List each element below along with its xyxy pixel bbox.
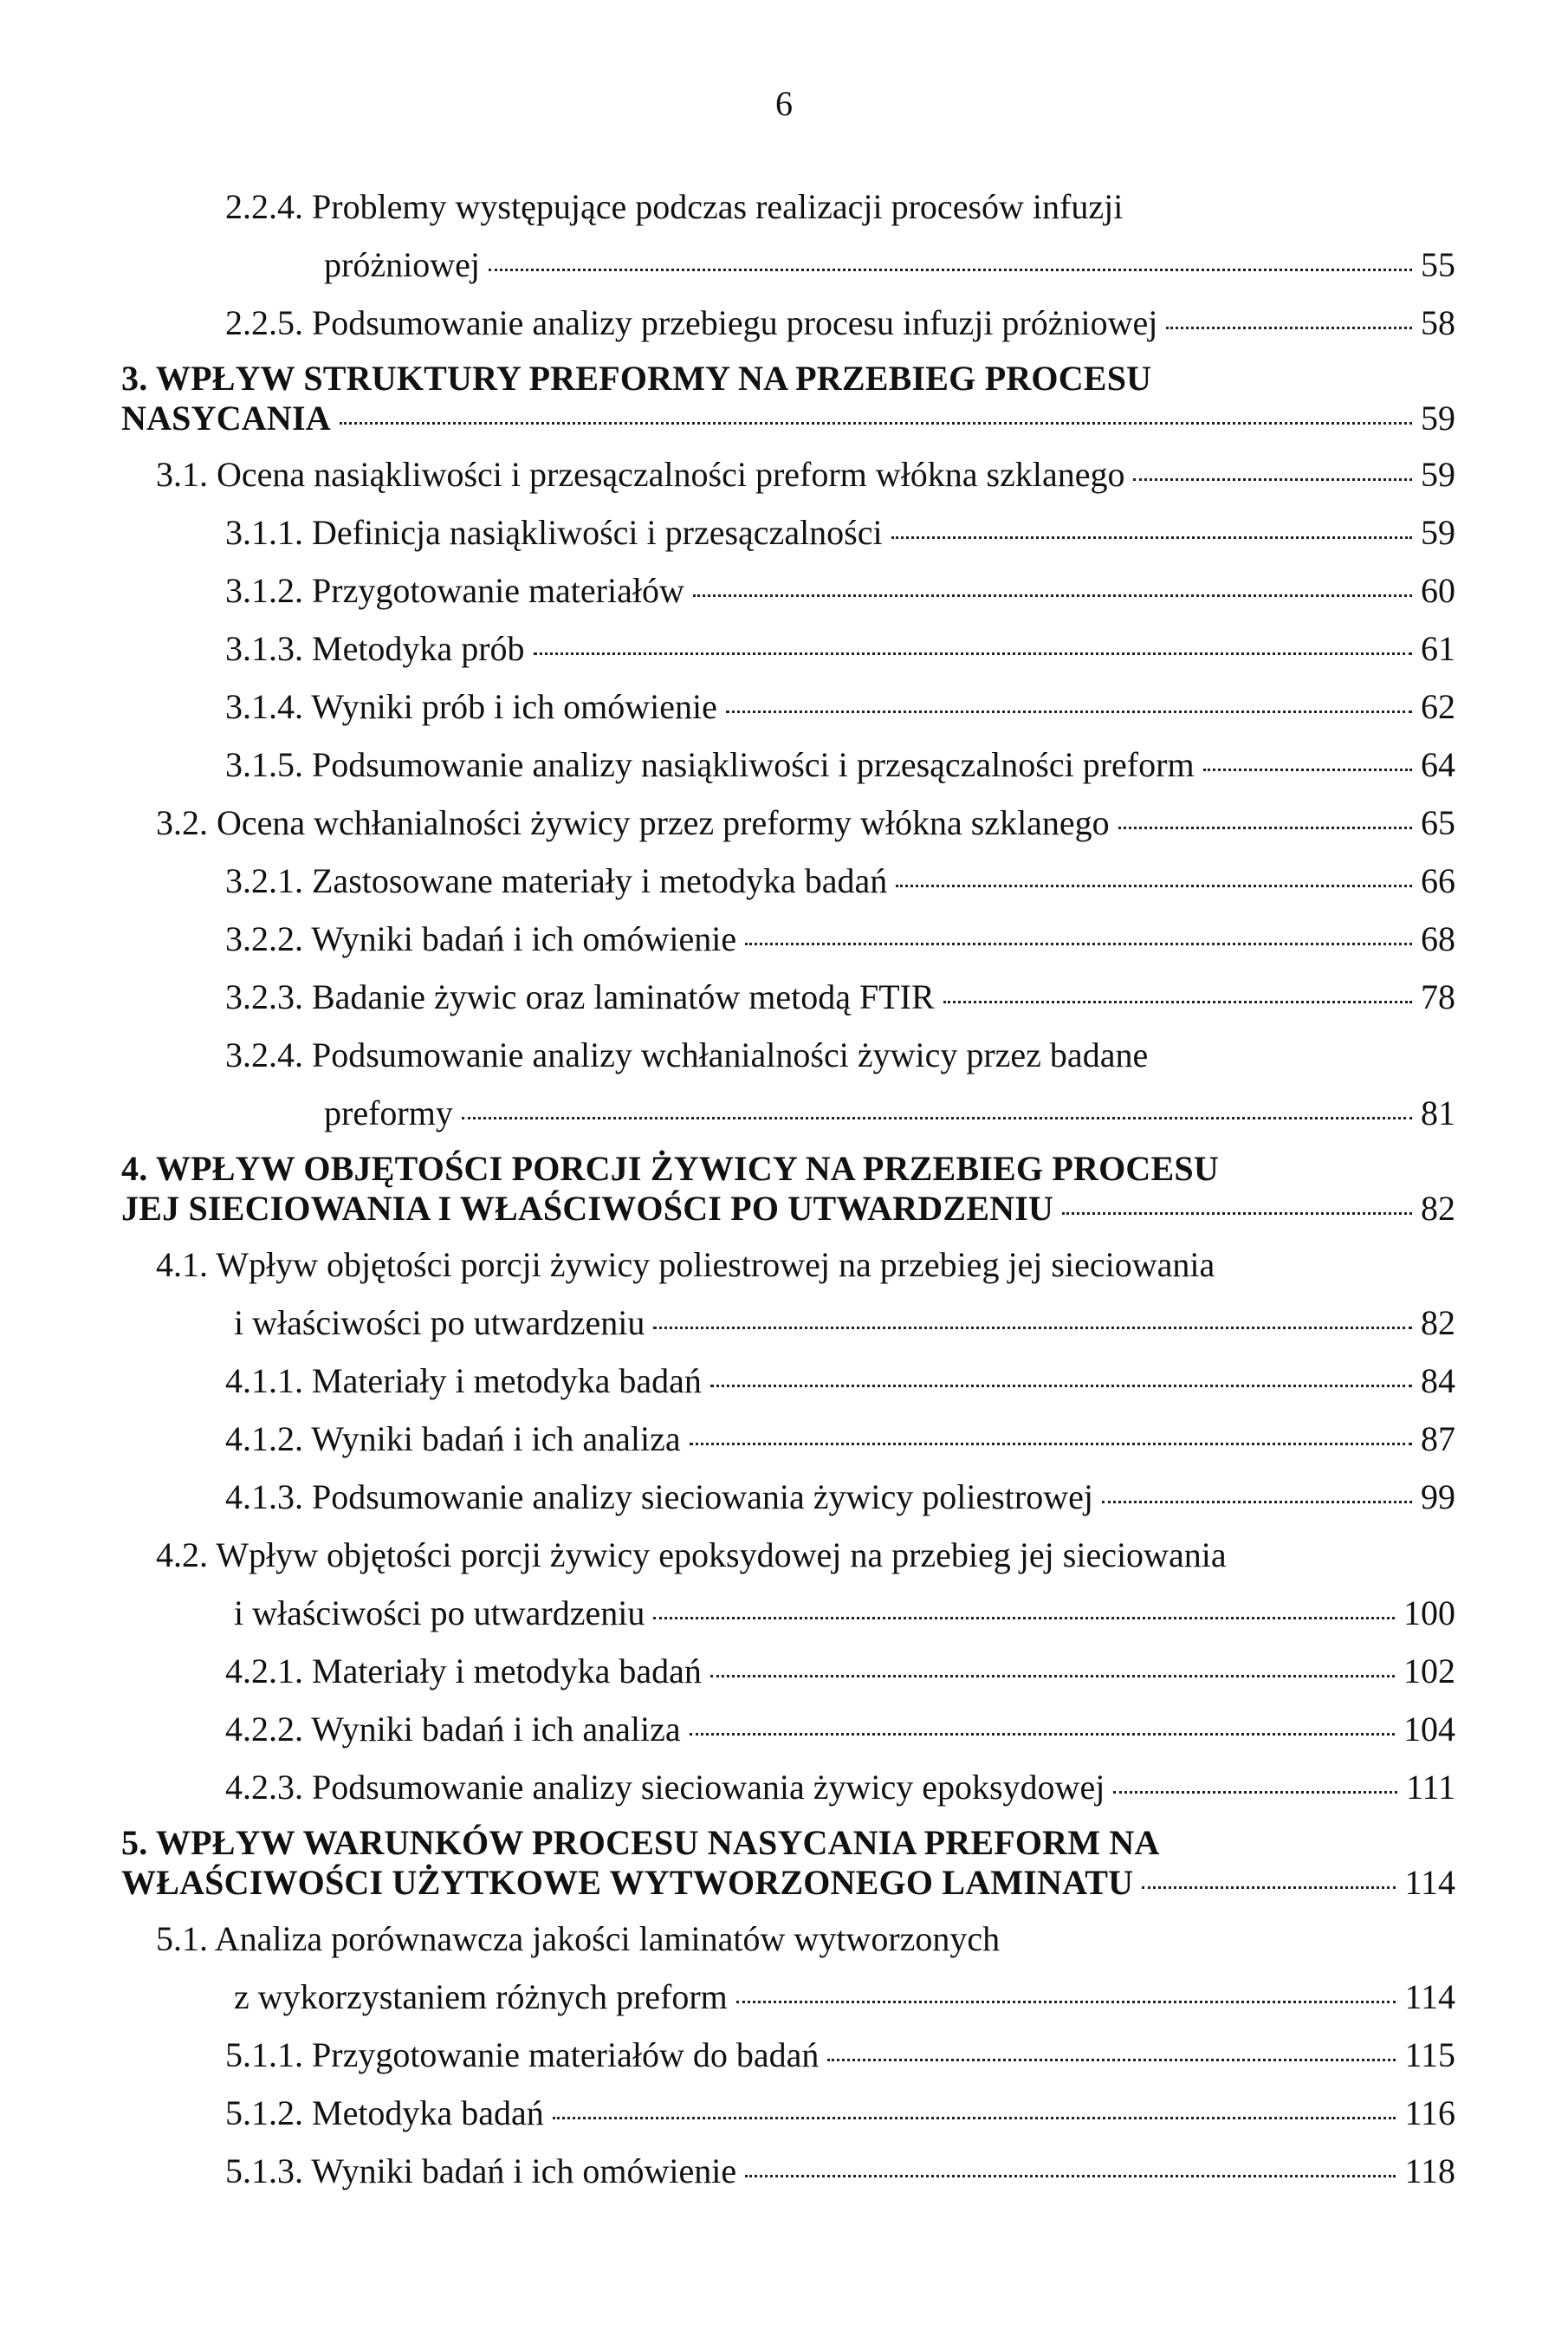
toc-entry-title: WŁAŚCIWOŚCI UŻYTKOWE WYTWORZONEGO LAMINATU <box>121 1863 1134 1902</box>
toc-entry-title: 5. WPŁYW WARUNKÓW PROCESU NASYCANIA PREFORM NA <box>121 1823 1160 1862</box>
toc-page-number: 68 <box>1421 919 1455 958</box>
toc-page-number: 66 <box>1421 861 1455 900</box>
toc-page-number: 64 <box>1421 745 1455 784</box>
toc-page-number: 100 <box>1403 1593 1455 1632</box>
dot-leader <box>653 1617 1395 1619</box>
toc-page-number: 118 <box>1404 2151 1455 2190</box>
toc-page-number: 55 <box>1421 245 1455 284</box>
toc-page-number: 115 <box>1404 2035 1455 2074</box>
dot-leader <box>736 2001 1396 2003</box>
dot-leader <box>1133 478 1412 481</box>
dot-leader <box>553 2117 1396 2119</box>
toc-page-number: 65 <box>1421 803 1455 842</box>
toc-entry[interactable] <box>156 1526 1455 1642</box>
toc-page-number: 78 <box>1421 977 1455 1016</box>
toc-entry[interactable] <box>225 2084 1455 2142</box>
toc-page-number: 111 <box>1405 1768 1455 1807</box>
toc-page-number: 60 <box>1421 571 1455 610</box>
page-number: 6 <box>775 84 793 123</box>
toc-entry-title: 4.1. Wpływ objętości porcji żywicy poliestrowej na przebieg jej sieciowania <box>156 1245 1215 1284</box>
dot-leader <box>1203 769 1412 771</box>
toc-entry-title: 4. WPŁYW OBJĘTOŚCI PORCJI ŻYWICY NA PRZEBIEG PROCESU <box>121 1149 1219 1188</box>
toc-entry[interactable] <box>121 1823 1455 1903</box>
toc-entry[interactable] <box>225 910 1455 968</box>
dot-leader <box>745 943 1412 945</box>
toc-page-number: 84 <box>1421 1361 1455 1400</box>
toc-entry[interactable] <box>225 678 1455 736</box>
toc-entry-title: i właściwości po utwardzeniu <box>234 1303 645 1342</box>
toc-entry[interactable] <box>225 968 1455 1026</box>
dot-leader <box>726 711 1412 713</box>
toc-page-number: 99 <box>1421 1477 1455 1516</box>
toc-page-number: 62 <box>1421 687 1455 726</box>
toc-entry-title: 3.1.4. Wyniki prób i ich omówienie <box>225 687 717 726</box>
toc-entry-title: i właściwości po utwardzeniu <box>234 1593 645 1632</box>
table-of-contents <box>121 178 1455 2200</box>
toc-entry-title: 4.1.1. Materiały i metodyka badań <box>225 1361 702 1400</box>
toc-page-number: 87 <box>1421 1419 1455 1458</box>
toc-entry-title: 2.2.5. Podsumowanie analizy przebiegu procesu infuzji próżniowej <box>225 303 1158 342</box>
toc-entry-title: 2.2.4. Problemy występujące podczas realizacji procesów infuzji <box>225 187 1124 226</box>
dot-leader <box>1113 1791 1397 1794</box>
toc-entry[interactable] <box>225 852 1455 910</box>
toc-entry-title: 4.2.3. Podsumowanie analizy sieciowania żywicy epoksydowej <box>225 1768 1105 1807</box>
toc-page-number: 114 <box>1404 1863 1455 1902</box>
toc-entry[interactable] <box>156 794 1455 852</box>
dot-leader <box>653 1327 1412 1329</box>
toc-page-number: 59 <box>1421 455 1455 494</box>
toc-entry[interactable] <box>225 1468 1455 1526</box>
toc-page-number: 116 <box>1404 2093 1455 2132</box>
toc-entry-title: 3.1.1. Definicja nasiąkliwości i przesączalności <box>225 513 883 552</box>
toc-entry-title: 3.1. Ocena nasiąkliwości i przesączalności preform włókna szklanego <box>156 455 1125 494</box>
toc-entry[interactable] <box>156 445 1455 503</box>
toc-entry-title: 3.2.4. Podsumowanie analizy wchłanialności żywicy przez badane <box>225 1035 1149 1074</box>
toc-entry-title: 3.1.3. Metodyka prób <box>225 629 525 668</box>
toc-entry[interactable] <box>225 1642 1455 1700</box>
toc-entry-title: 5.1.1. Przygotowanie materiałów do badań <box>225 2035 820 2074</box>
toc-entry-title: JEJ SIECIOWANIA I WŁAŚCIWOŚCI PO UTWARDZENIU <box>121 1189 1054 1228</box>
toc-entry[interactable] <box>225 1410 1455 1468</box>
toc-entry-title: z wykorzystaniem różnych preform <box>234 1977 728 2016</box>
toc-entry-title: 4.1.2. Wyniki badań i ich analiza <box>225 1419 681 1458</box>
toc-page-number: 58 <box>1421 303 1455 342</box>
dot-leader <box>891 536 1412 539</box>
toc-page-number: 104 <box>1403 1710 1455 1749</box>
dot-leader <box>690 1443 1412 1445</box>
toc-entry-title: 3. WPŁYW STRUKTURY PREFORMY NA PRZEBIEG PROCESU <box>121 359 1152 398</box>
dot-leader <box>1102 1501 1412 1503</box>
toc-entry-title: 4.2. Wpływ objętości porcji żywicy epoksydowej na przebieg jej sieciowania <box>156 1535 1227 1574</box>
toc-entry-title: 5.1.3. Wyniki badań i ich omówienie <box>225 2151 737 2190</box>
dot-leader <box>489 269 1412 271</box>
dot-leader <box>710 1385 1412 1387</box>
toc-entry-title: 3.2.2. Wyniki badań i ich omówienie <box>225 919 737 958</box>
toc-entry[interactable] <box>225 294 1455 352</box>
dot-leader <box>943 1001 1412 1003</box>
toc-entry[interactable] <box>225 2142 1455 2200</box>
toc-page-number: 102 <box>1403 1651 1455 1690</box>
dot-leader <box>1062 1212 1412 1215</box>
toc-entry[interactable] <box>225 561 1455 620</box>
toc-page-number: 61 <box>1421 629 1455 668</box>
dot-leader <box>1142 1886 1396 1889</box>
toc-entry-title: 3.1.2. Przygotowanie materiałów <box>225 571 684 610</box>
toc-entry[interactable] <box>225 2026 1455 2084</box>
toc-page-number: 81 <box>1421 1093 1455 1132</box>
dot-leader <box>896 885 1412 887</box>
toc-entry[interactable] <box>225 178 1455 294</box>
toc-entry[interactable] <box>225 503 1455 561</box>
toc-page-number: 59 <box>1421 513 1455 552</box>
toc-entry-title: 3.2.3. Badanie żywic oraz laminatów metodą FTIR <box>225 977 935 1016</box>
toc-entry-title: preformy <box>324 1093 453 1132</box>
toc-entry[interactable] <box>156 1236 1455 1352</box>
dot-leader <box>1118 827 1412 829</box>
toc-entry[interactable] <box>225 736 1455 794</box>
toc-page-number: 114 <box>1404 1977 1455 2016</box>
toc-page-number: 59 <box>1421 399 1455 438</box>
toc-page-number: 82 <box>1421 1189 1455 1228</box>
toc-entry-title: 4.2.1. Materiały i metodyka badań <box>225 1651 702 1690</box>
toc-entry[interactable] <box>225 1026 1455 1142</box>
toc-entry-title: NASYCANIA <box>121 399 331 438</box>
toc-entry[interactable] <box>121 359 1455 438</box>
dot-leader <box>693 594 1412 597</box>
dot-leader <box>462 1117 1412 1119</box>
dot-leader <box>745 2175 1396 2177</box>
toc-entry-title: 5.1.2. Metodyka badań <box>225 2093 544 2132</box>
toc-entry-title: 4.2.2. Wyniki badań i ich analiza <box>225 1710 681 1749</box>
dot-leader <box>827 2059 1396 2061</box>
dot-leader <box>690 1733 1395 1736</box>
toc-entry-title: próżniowej <box>324 245 480 284</box>
dot-leader <box>340 422 1412 425</box>
dot-leader <box>710 1675 1395 1677</box>
dot-leader <box>1166 327 1412 329</box>
toc-entry[interactable] <box>156 1910 1455 2026</box>
toc-entry[interactable] <box>225 1352 1455 1410</box>
toc-entry[interactable] <box>225 1700 1455 1758</box>
toc-entry-title: 3.2.1. Zastosowane materiały i metodyka badań <box>225 861 888 900</box>
toc-entry-title: 3.1.5. Podsumowanie analizy nasiąkliwości i przesączalności preform <box>225 745 1195 784</box>
toc-entry[interactable] <box>121 1149 1455 1229</box>
toc-page-number: 82 <box>1421 1303 1455 1342</box>
dot-leader <box>534 652 1412 655</box>
toc-entry[interactable] <box>225 1758 1455 1816</box>
toc-entry-title: 4.1.3. Podsumowanie analizy sieciowania żywicy poliestrowej <box>225 1477 1093 1516</box>
toc-entry-title: 3.2. Ocena wchłanialności żywicy przez preformy włókna szklanego <box>156 803 1110 842</box>
toc-entry[interactable] <box>225 620 1455 678</box>
toc-entry-title: 5.1. Analiza porównawcza jakości laminatów wytworzonych <box>156 1919 1001 1958</box>
